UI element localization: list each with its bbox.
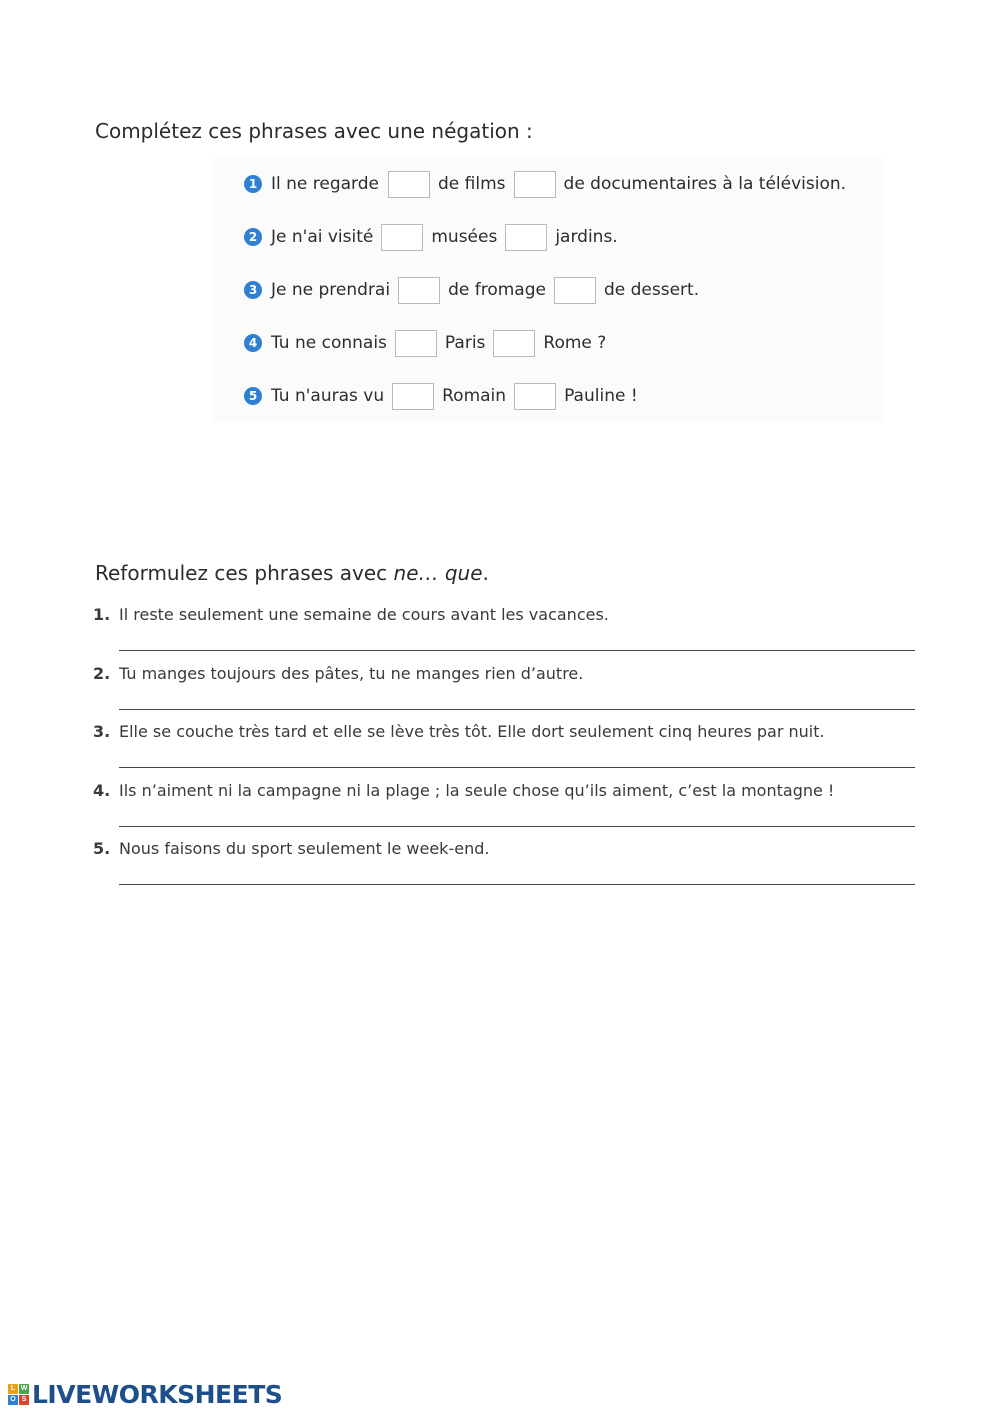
row-2-segment-2: musées	[431, 227, 498, 247]
number-badge-1: 1	[244, 175, 262, 193]
row-3-segment-2: de fromage	[448, 280, 546, 300]
logo-block: W	[20, 1385, 28, 1392]
answer-line[interactable]	[119, 709, 915, 710]
item-number: 5.	[93, 839, 111, 858]
row-3-segment-1: Je ne prendrai	[271, 280, 391, 300]
row-5-segment-1: Tu n'auras vu	[271, 386, 385, 406]
row-2-blank-1[interactable]	[381, 224, 423, 251]
exercise1-row-4	[244, 328, 606, 358]
answer-line[interactable]	[119, 884, 915, 885]
item-text: Il reste seulement une semaine de cours avant les vacances.	[119, 605, 609, 624]
item-number: 1.	[93, 605, 111, 624]
item-number: 2.	[93, 664, 111, 683]
row-1-segment-2: de films	[438, 174, 506, 194]
instruction-prefix: Reformulez ces phrases avec	[95, 561, 394, 585]
item-text: Elle se couche très tard et elle se lève très tôt. Elle dort seulement cinq heures par nuit.	[119, 722, 825, 741]
logo-block: O	[8, 1395, 18, 1405]
row-5-blank-2[interactable]	[514, 383, 556, 410]
instruction-italic: ne… que	[393, 561, 483, 585]
row-4-segment-1: Tu ne connais	[271, 333, 387, 353]
item-text: Tu manges toujours des pâtes, tu ne manges rien d’autre.	[119, 664, 584, 683]
item-number: 3.	[93, 722, 111, 741]
exercise1-row-2	[244, 222, 618, 252]
row-5-blank-1[interactable]	[392, 383, 434, 410]
exercise2-instruction	[95, 561, 489, 585]
row-4-blank-2[interactable]	[493, 330, 535, 357]
exercise2-item-1	[93, 605, 915, 624]
row-1-blank-1[interactable]	[388, 171, 430, 198]
row-5-segment-3: Pauline !	[564, 386, 638, 406]
liveworksheets-logo[interactable]	[8, 1380, 282, 1409]
exercise1-row-3	[244, 275, 699, 305]
row-1-blank-2[interactable]	[514, 171, 556, 198]
number-badge-5: 5	[244, 387, 262, 405]
row-4-segment-2: Paris	[444, 333, 486, 353]
row-2-blank-2[interactable]	[505, 224, 547, 251]
exercise2-item-4	[93, 781, 915, 800]
exercise2-item-5	[93, 839, 915, 858]
row-3-segment-3: de dessert.	[603, 280, 700, 300]
logo-block: L	[8, 1384, 18, 1394]
answer-line[interactable]	[119, 767, 915, 768]
exercise2-item-3	[93, 722, 915, 741]
row-4-segment-3: Rome ?	[543, 333, 607, 353]
item-text: Ils n’aiment ni la campagne ni la plage ; la seule chose qu’ils aiment, c’est la montagne !	[119, 781, 835, 800]
row-3-blank-1[interactable]	[398, 277, 440, 304]
exercise2-item-2	[93, 664, 915, 683]
item-text: Nous faisons du sport seulement le week-end.	[119, 839, 490, 858]
logo-blocks-icon	[8, 1384, 29, 1405]
instruction-suffix: .	[482, 561, 489, 585]
logo-block: S	[19, 1395, 29, 1405]
exercise1-instruction: Complétez ces phrases avec une négation :	[95, 119, 533, 143]
number-badge-4: 4	[244, 334, 262, 352]
row-4-blank-1[interactable]	[395, 330, 437, 357]
exercise1-row-1	[244, 169, 846, 199]
row-1-segment-1: Il ne regarde	[271, 174, 380, 194]
number-badge-3: 3	[244, 281, 262, 299]
row-3-blank-2[interactable]	[554, 277, 596, 304]
number-badge-2: 2	[244, 228, 262, 246]
logo-text: LIVEWORKSHEETS	[32, 1380, 283, 1409]
row-5-segment-2: Romain	[442, 386, 507, 406]
item-number: 4.	[93, 781, 111, 800]
row-2-segment-1: Je n'ai visité	[271, 227, 374, 247]
row-1-segment-3: de documentaires à la télévision.	[563, 174, 847, 194]
answer-line[interactable]	[119, 650, 915, 651]
answer-line[interactable]	[119, 826, 915, 827]
row-2-segment-3: jardins.	[555, 227, 618, 247]
exercise1-row-5	[244, 381, 638, 411]
